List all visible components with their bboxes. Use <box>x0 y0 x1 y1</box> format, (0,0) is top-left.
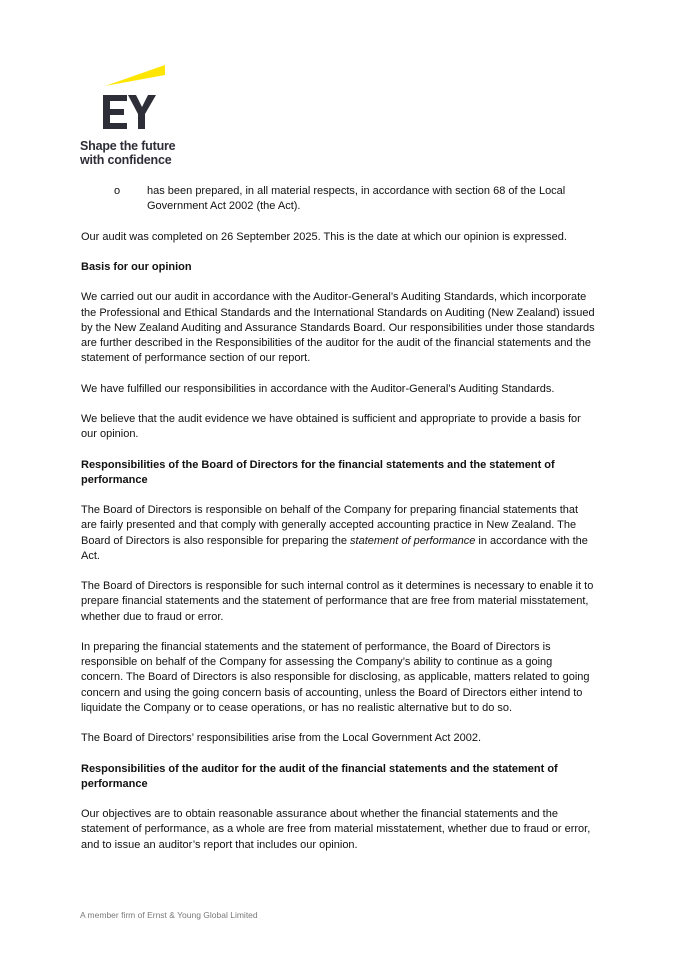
basis-paragraph-2: We have fulfilled our responsibilities in accordance with the Auditor-General’s Auditing Standards. <box>81 382 555 395</box>
audit-completed-paragraph: Our audit was completed on 26 September 2025. This is the date at which our opinion is expressed. <box>81 230 567 243</box>
board-p1-text-before: The Board of Directors is responsible on behalf of the Company for preparing financial statements that are fairly presented and that comply with generally accepted accounting practice in New Zealand. The Board of Directors is also responsible for preparing the <box>81 504 579 547</box>
ey-logo-mark <box>80 62 190 137</box>
board-responsibilities-heading: Responsibilities of the Board of Directors for the financial statements and the statement of performance <box>81 458 555 486</box>
board-p1-text-after: in accordance with the Act. <box>81 534 588 562</box>
ey-logo <box>80 62 190 172</box>
board-paragraph-4: The Board of Directors’ responsibilities arise from the Local Government Act 2002. <box>81 732 482 745</box>
auditor-paragraph-1: Our objectives are to obtain reasonable assurance about whether the financial statements and the statement of performance, as a whole are free from material misstatement, whether due to fraud or error, and to issue an auditor’s report that includes our opinion. <box>81 808 591 851</box>
bullet-text: has been prepared, in all material respects, in accordance with section 68 of the Local Government Act 2002 (the Act). <box>147 185 566 213</box>
logo-tagline <box>80 139 175 167</box>
board-p1-italic: statement of performance <box>350 534 476 547</box>
board-paragraph-1 <box>81 503 596 564</box>
footer-text: A member firm of Ernst & Young Global Limited <box>80 910 258 920</box>
auditor-responsibilities-heading: Responsibilities of the auditor for the audit of the financial statements and the statement of performance <box>81 762 558 790</box>
list-item <box>81 184 596 214</box>
document-body <box>81 184 596 868</box>
basis-paragraph-1: We carried out our audit in accordance with the Auditor-General’s Auditing Standards, which incorporate the Professional and Ethical Standards and the International Standards on Auditing (New Zealand) issued by the New Zealand Auditing and Assurance Standards Board. Our responsibilities under those standards are further described in the Responsibilities of the auditor for the audit of the financial statements and the statement of performance section of our report. <box>81 291 595 365</box>
basis-paragraph-3: We believe that the audit evidence we have obtained is sufficient and appropriate to provide a basis for our opinion. <box>81 412 581 441</box>
board-paragraph-2: The Board of Directors is responsible for such internal control as it determines is necessary to enable it to prepare financial statements and the statement of performance that are free from material misstatement, whether due to fraud or error. <box>81 580 594 623</box>
bullet-marker: o <box>114 185 121 197</box>
logo-tagline-line1: Shape the future <box>80 139 176 153</box>
logo-tagline-line2: with confidence <box>80 153 172 167</box>
basis-heading: Basis for our opinion <box>81 260 192 273</box>
board-paragraph-3: In preparing the financial statements and the statement of performance, the Board of Directors is responsible on behalf of the Company for assessing the Company’s ability to continue as a going concern. The Board of Directors is also responsible for disclosing, as applicable, matters related to going concern and using the going concern basis of accounting, unless the Board of Directors either intend to liquidate the Company or to cease operations, or has no realistic alternative but to do so. <box>81 640 590 714</box>
